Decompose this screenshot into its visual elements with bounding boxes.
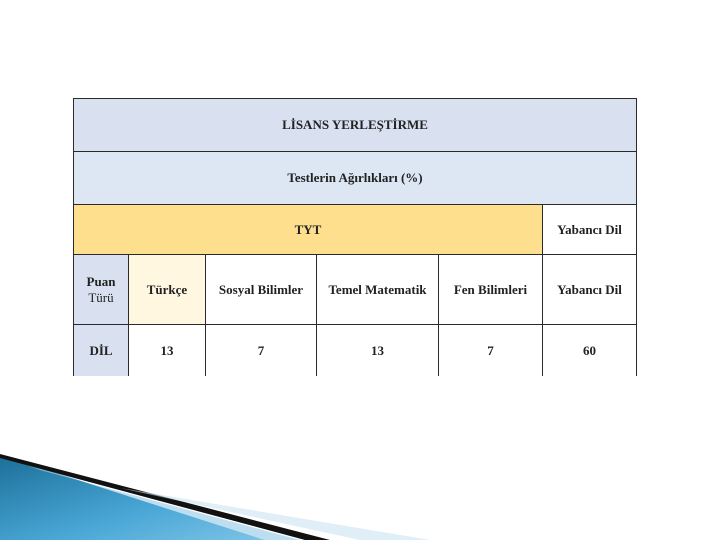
column-header-turkce: Türkçe — [129, 255, 206, 325]
row-header-line2: Türü — [88, 289, 114, 305]
cell-turkce: 13 — [129, 325, 206, 377]
cell-yabanci-dil: 60 — [543, 325, 637, 377]
column-header-fen-bilimleri: Fen Bilimleri — [439, 255, 543, 325]
decorative-corner-swoosh — [0, 440, 720, 540]
column-header-temel-matematik: Temel Matematik — [317, 255, 439, 325]
cell-fen-bilimleri: 7 — [439, 325, 543, 377]
cell-sosyal-bilimler: 7 — [206, 325, 317, 377]
cell-temel-matematik: 13 — [317, 325, 439, 377]
column-header-yabanci-dil: Yabancı Dil — [543, 255, 637, 325]
group-header-yabanci-dil: Yabancı Dil — [543, 205, 637, 255]
table-row — [74, 325, 637, 377]
row-header-line1: Puan — [86, 273, 116, 289]
row-label: DİL — [74, 325, 129, 377]
weights-table — [73, 98, 637, 376]
row-header-label — [74, 255, 129, 325]
column-header-sosyal-bilimler: Sosyal Bilimler — [206, 255, 317, 325]
table-title: LİSANS YERLEŞTİRME — [74, 99, 637, 152]
table-subtitle: Testlerin Ağırlıkları (%) — [74, 152, 637, 205]
group-header-tyt: TYT — [74, 205, 543, 255]
